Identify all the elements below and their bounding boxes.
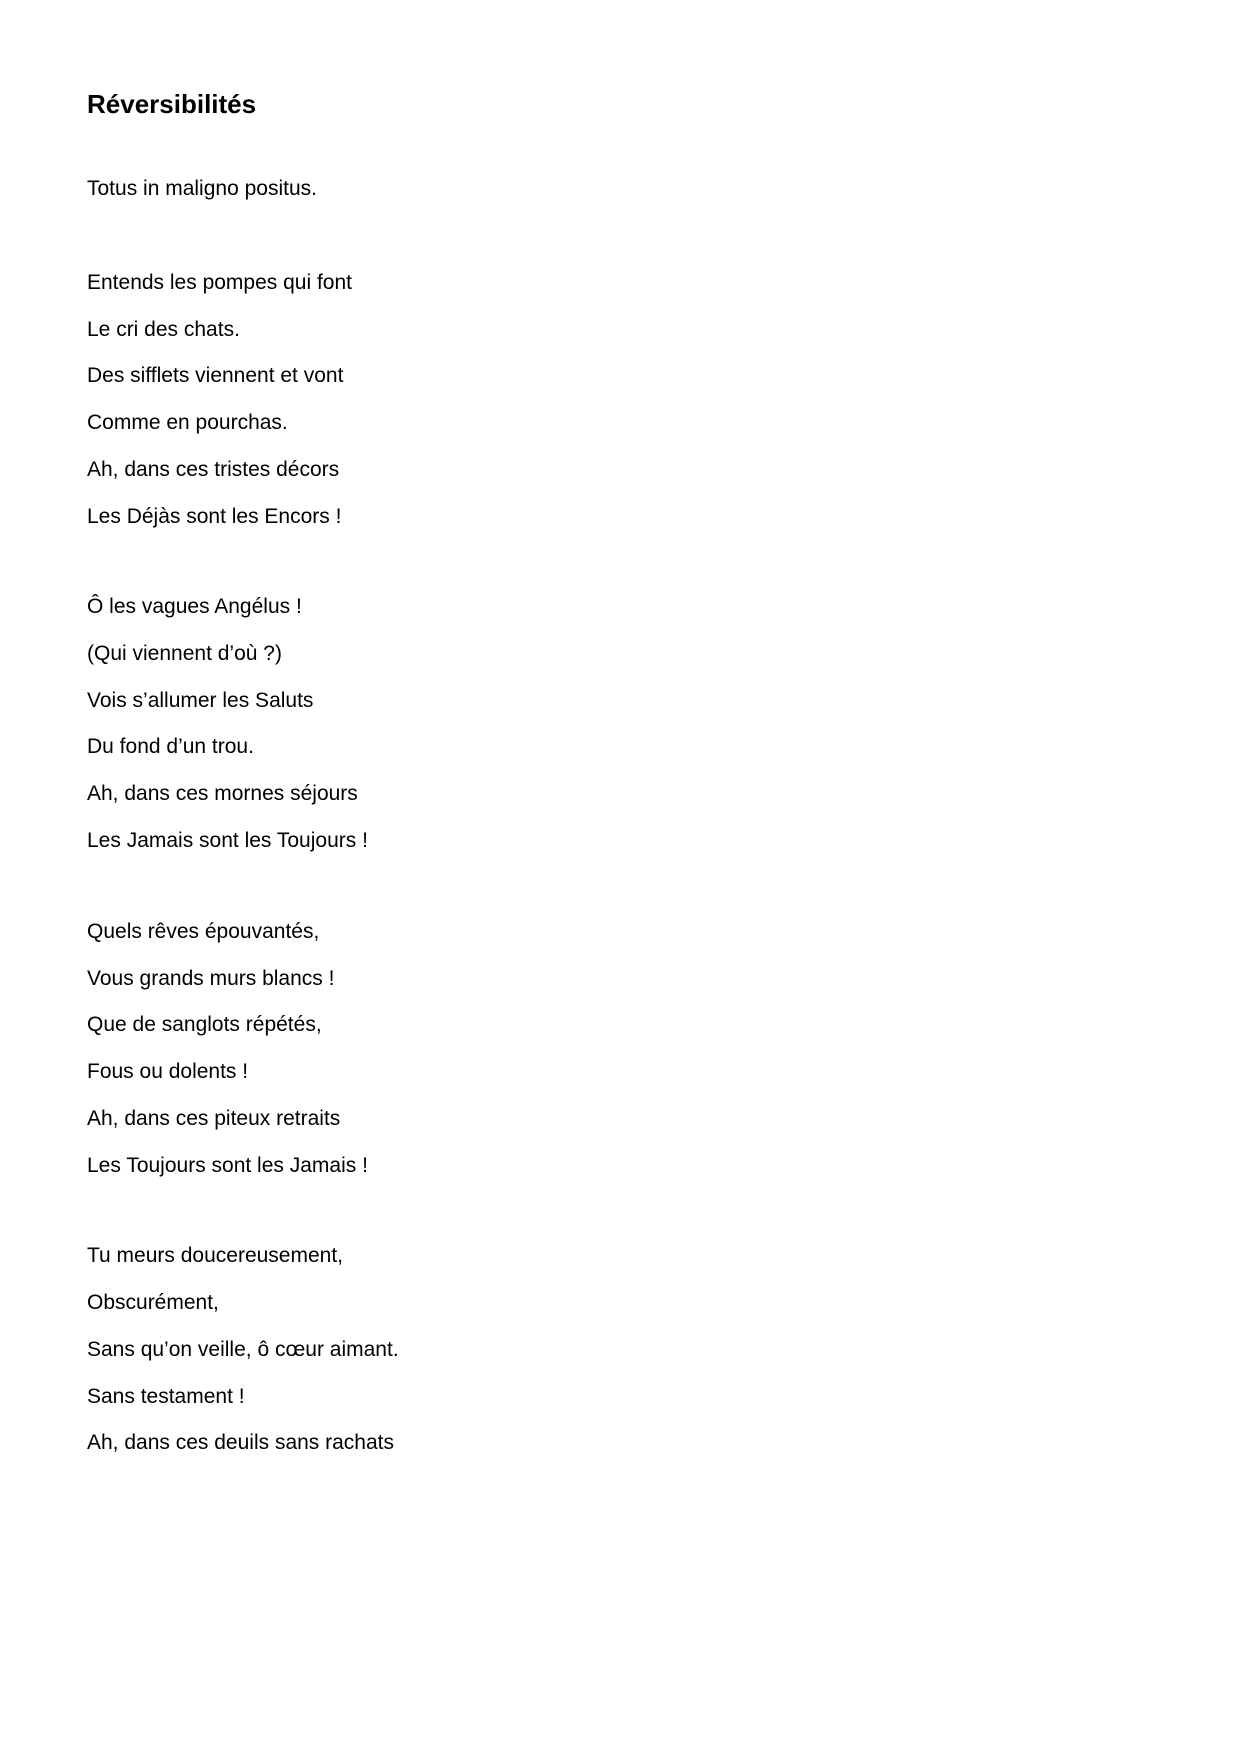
poem-line: Ah, dans ces tristes décors bbox=[87, 458, 340, 481]
poem-line: Les Toujours sont les Jamais ! bbox=[87, 1154, 368, 1177]
poem-line: Des sifflets viennent et vont bbox=[87, 364, 344, 387]
poem-line: Ô les vagues Angélus ! bbox=[87, 595, 302, 618]
page-title: Réversibilités bbox=[87, 89, 257, 119]
poem-line: Le cri des chats. bbox=[87, 318, 240, 341]
poem-line: Vous grands murs blancs ! bbox=[87, 967, 335, 990]
epigraph: Totus in maligno positus. bbox=[87, 177, 317, 200]
poem-line: (Qui viennent d’où ?) bbox=[87, 642, 282, 665]
poem-line: Quels rêves épouvantés, bbox=[87, 920, 320, 943]
poem-line: Ah, dans ces mornes séjours bbox=[87, 782, 358, 805]
poem-line: Comme en pourchas. bbox=[87, 411, 288, 434]
poem-line: Entends les pompes qui font bbox=[87, 271, 353, 294]
poem-line: Les Déjàs sont les Encors ! bbox=[87, 505, 342, 528]
poem-line: Fous ou dolents ! bbox=[87, 1060, 249, 1083]
poem-line: Ah, dans ces piteux retraits bbox=[87, 1107, 341, 1130]
poem-line: Tu meurs doucereusement, bbox=[87, 1244, 344, 1267]
poem-line: Du fond d’un trou. bbox=[87, 735, 254, 758]
poem-line: Sans qu’on veille, ô cœur aimant. bbox=[87, 1338, 399, 1361]
poem-line: Sans testament ! bbox=[87, 1385, 245, 1408]
poem-line: Que de sanglots répétés, bbox=[87, 1013, 322, 1036]
poem-line: Vois s’allumer les Saluts bbox=[87, 689, 314, 712]
poem-line: Ah, dans ces deuils sans rachats bbox=[87, 1431, 395, 1454]
poem-line: Les Jamais sont les Toujours ! bbox=[87, 829, 368, 852]
poem-line: Obscurément, bbox=[87, 1291, 219, 1314]
